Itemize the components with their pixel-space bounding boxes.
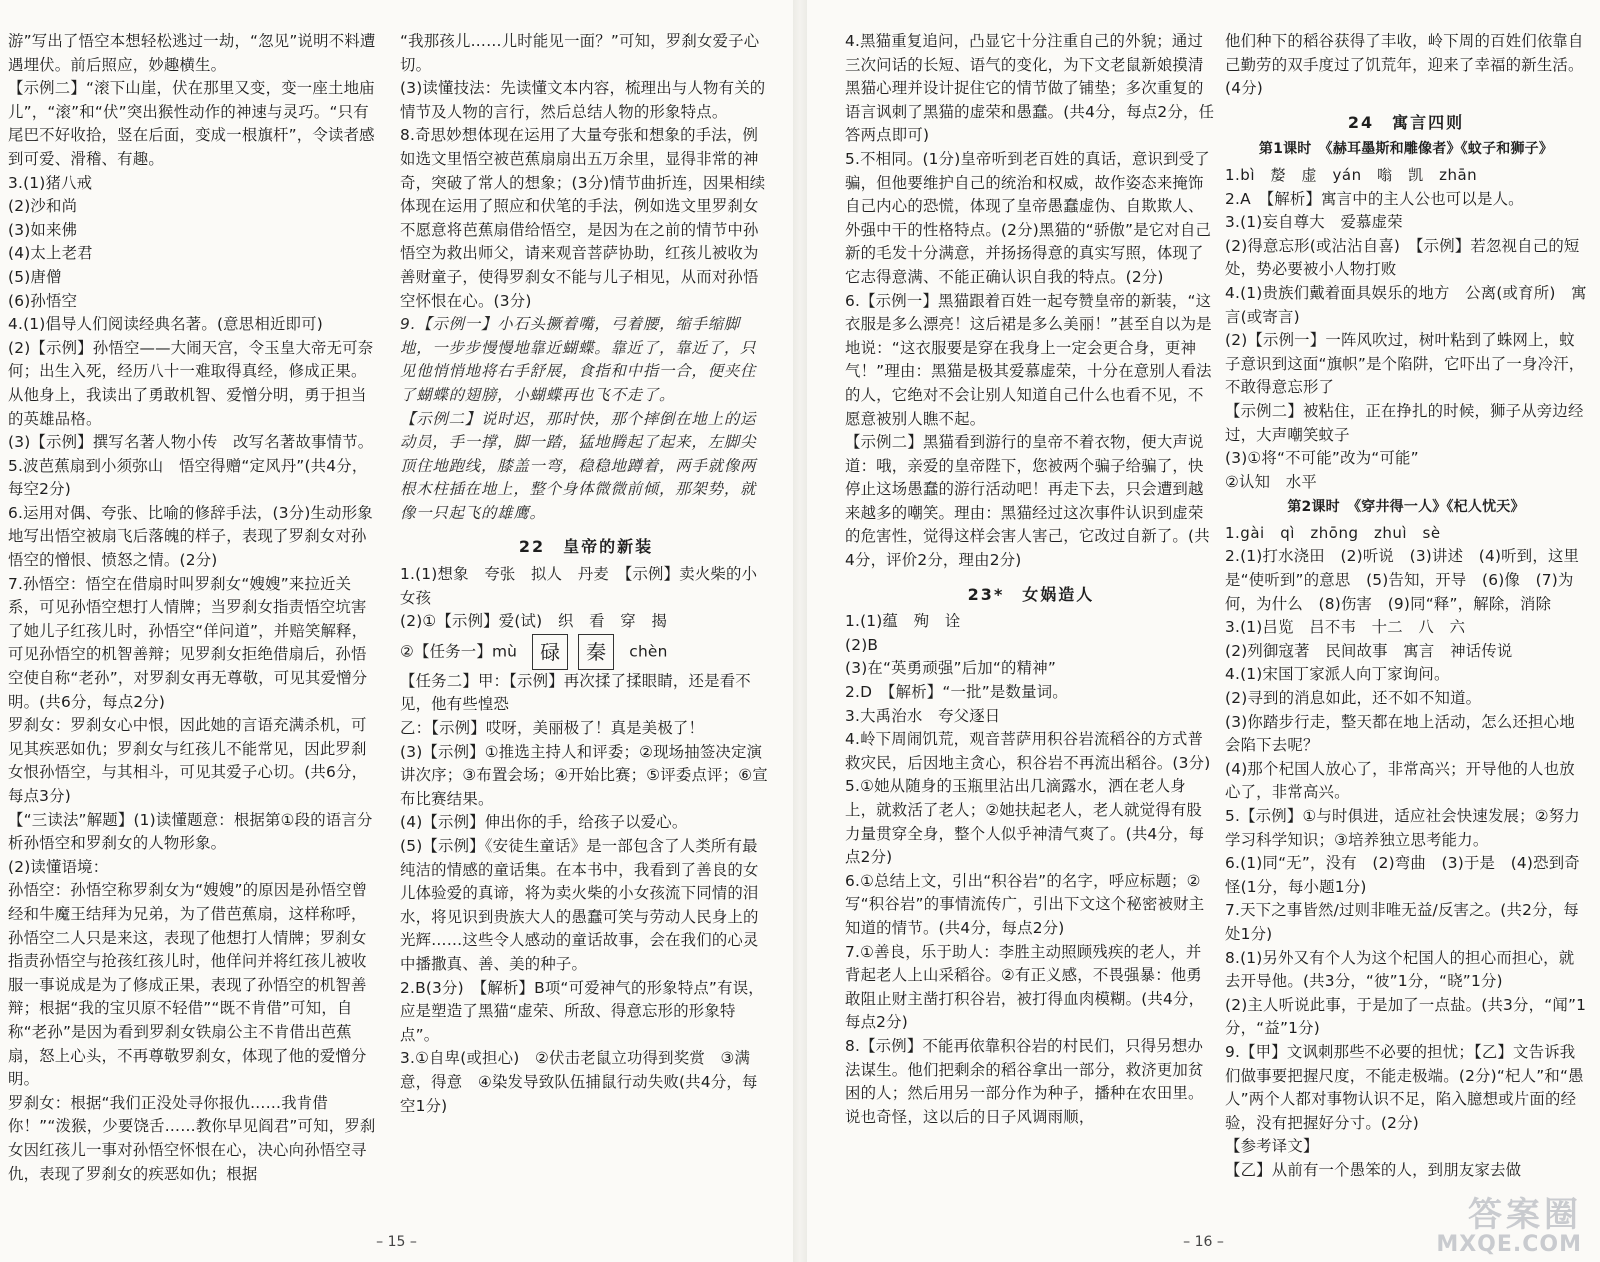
answer-line: 3.①自卑(或担心) ②伏击老鼠立功得到奖赏 ③满意，得意 ④染发导致队伍捕鼠行动失败(共4分，每空1分)	[400, 1049, 758, 1115]
section-title-23: 23* 女娲造人	[967, 584, 1095, 604]
answer-line: (5)【示例】《安徒生童话》是一部包含了人类所有最纯洁的情感的童话集。在本书中，我看到了善良的女儿体验爱的真谛，将为卖火柴的小女孩流下同情的泪水，将见识到贵族大人的愚蠢可笑与劳动人民身上的光辉……这些令人感动的童话故事，会在我们的心灵中播撒真、善、美的种子。	[400, 837, 759, 973]
left-column-1	[8, 30, 380, 1220]
answer-line: (6)孙悟空	[8, 291, 78, 310]
handwritten-answers	[400, 313, 772, 525]
watermark-url: MXQE.COM	[1436, 1232, 1582, 1257]
answer-line: (2)列御寇著 民间故事 寓言 神话传说	[1225, 641, 1513, 660]
answer-line: 他们种下的稻谷获得了丰收，岭下周的百姓们依靠自己勤劳的双手度过了饥荒年，迎来了幸福的新生活。(4分)	[1225, 32, 1584, 98]
answer-line: 3.(1)吕览 吕不韦 十二 八 六	[1225, 618, 1466, 637]
character-box: 碌	[532, 634, 568, 670]
answer-line: 4.(1)贵族们戴着面具娱乐的地方 公离(或育所) 寓言(或寄言)	[1225, 283, 1587, 326]
answer-line: (2)B	[845, 635, 879, 654]
answer-line: 【示例二】黑猫看到游行的皇帝不着衣物，便大声说道：哦，亲爱的皇帝陛下，您被两个骗子给骗了，快停止这场愚蠢的游行活动吧！再走下去，只会遭到越来越多的嘲笑。理由：黑猫经过这次事件认识到虚荣的危害性，觉得这样会害人害己，它改过自新了。(共4分，评价2分，理由2分)	[845, 433, 1210, 570]
answer-list	[400, 670, 772, 1118]
answer-list	[1225, 545, 1587, 1182]
left-column-2	[400, 30, 772, 1220]
answer-line: 3.(1)妄自尊大 爱慕虚荣	[1225, 213, 1403, 232]
answer-line: (2)①【示例】爱(试) 织 看 穿 揭	[400, 612, 668, 631]
answer-line: 2.B(3分) 【解析】B项“可爱神气的形象特点”有误，应是塑造了黑猫“虚荣、所敌、得意忘形的形象特点”。	[400, 978, 764, 1044]
answer-line: (2)寻到的消息如此，还不如不知道。	[1225, 689, 1482, 708]
page-number: – 16 –	[1183, 1234, 1224, 1250]
answer-line: (4)太上老君	[8, 244, 93, 263]
answer-line: 6.(1)同“无”，没有 (2)弯曲 (3)于是 (4)恐到奇怪(1分，每小题1分)	[1225, 854, 1580, 896]
right-column-2	[1225, 30, 1587, 1220]
answer-list	[8, 30, 380, 1186]
answer-line: 3.大禹治水 夸父逐日	[845, 706, 1001, 725]
answer-line: (3)如来佛	[8, 220, 78, 239]
right-column-1	[845, 30, 1217, 1220]
answer-line: 1.(1)蕴 殉 诠	[845, 612, 961, 631]
answer-line: (3)【示例】撰写名著人物小传 改写名著故事情节。	[8, 433, 374, 452]
answer-line: 9.【示例一】小石头撅着嘴，弓着腰，缩手缩脚地，一步步慢慢地靠近蝴蝶。靠近了，靠近了，只见他悄悄地将右手舒展，食指和中指一合，便夹住了蝴蝶的翅膀，小蝴蝶再也飞不走了。	[400, 315, 757, 404]
answer-line: (3)【示例】①推选主持人和评委；②现场抽签决定演讲次序；③布置会场；④开始比赛；⑤评委点评；⑥宣布比赛结果。	[400, 742, 768, 808]
section-title-22: 22 皇帝的新装	[518, 537, 654, 557]
answer-line: (2)主人听说此事，于是加了一点盐。(共3分，“闻”1分，“益”1分)	[1225, 995, 1587, 1038]
answer-list	[1225, 188, 1587, 495]
answer-line: 4.黑猫重复追问，凸显它十分注重自己的外貌；通过三次问话的长短、语气的变化，为下文老鼠新娘摸清黑猫心理并设计捉住它的情节做了铺垫；多次重复的语言讽刺了黑猫的虚荣和愚蠢。(共4分，每点2分，任答两点即可)	[845, 32, 1215, 145]
answer-line: 【“三读法”解题】(1)读懂题意：根据第①段的语言分析孙悟空和罗刹女的人物形象。	[8, 810, 373, 853]
answer-line: 【示例二】“滚下山崖，伏在那里又变，变一座土地庙儿”，“滚”和“伏”突出猴性动作的神速与灵巧。“只有尾巴不好收拾，竖在后面，变成一根旗杆”，令读者感到可爱、滑稽、有趣。	[8, 79, 375, 168]
section-title-24: 24 寓言四则	[1347, 112, 1465, 132]
answer-line: 5.【示例】①与时俱进，适应社会快速发展；②努力学习科学知识；③培养独立思考能力。	[1225, 807, 1580, 849]
answer-line: 6.①总结上文，引出“积谷岩”的名字，呼应标题；②写“积谷岩”的事情流传广，引出下文这个秘密被财主知道的情节。(共4分，每点2分)	[845, 871, 1205, 937]
answer-line: 罗刹女：根据“我们正没处寻你报仇……我肯借你！”“泼猴，少要饶舌……教你早见阎君”可知，罗刹女因红孩儿一事对孙悟空怀恨在心，决心向孙悟空寻仇，表现了罗刹女的疾恶如仇；根据	[8, 1093, 376, 1183]
answer-line: 2.A 【解析】寓言中的主人公也可以是人。	[1225, 189, 1524, 208]
answer-line: 7.①善良，乐于助人：李胜主动照顾残疾的老人，并背起老人上山采稻谷。②有正义感，不畏强暴：他勇敢阻止财主凿打积谷岩，被打得血肉模糊。(共4分，每点2分)	[845, 942, 1205, 1032]
answer-line: 4.(1)宋国丁家派人向丁家询问。	[1225, 665, 1450, 684]
answer-line: (4)【示例】伸出你的手，给孩子以爱心。	[400, 813, 688, 832]
watermark-logo	[1412, 1196, 1582, 1256]
task1-suffix: chèn	[629, 642, 668, 661]
answer-line: (3)在“英勇顽强”后加“的精神”	[845, 659, 1057, 678]
pinyin-answer: 1.bì 嫠 虚 yán 嗡 凯 zhān	[1225, 165, 1478, 184]
answer-line: 6.运用对偶、夸张、比喻的修辞手法，(3分)生动形象地写出悟空被扇飞后落魄的样子，表现了罗刹女对孙悟空的憎恨、愤怒之情。(2分)	[8, 503, 373, 570]
character-boxes	[532, 634, 614, 670]
answer-line: 【示例二】说时迟，那时快，那个摔倒在地上的运动员，手一撑，脚一踏，猛地腾起了起来，左脚尖顶住地跑线，膝盖一弯，稳稳地蹲着，两手就像两根木柱插在地上，整个身体微微前倾，那架势，就像一只起飞的雄鹰。	[400, 409, 757, 522]
answer-line: 1.(1)想象 夸张 拟人 丹麦 【示例】卖火柴的小女孩	[400, 565, 758, 607]
pinyin-answer: 1.gài qì zhōng zhuì sè	[1225, 523, 1441, 542]
lesson-heading-2: 第2课时 《穿井得一人》《杞人忧天》	[1287, 499, 1525, 516]
answer-line: 2.D 【解析】“一批”是数量词。	[845, 683, 1068, 702]
answer-line: 6.【示例一】黑猫跟着百姓一起夸赞皇帝的新装，“这衣服是多么漂亮！这后裙是多么美丽！”甚至自以为是地说：“这衣服要是穿在我身上一定会更合身，更神气！”理由：黑猫是极其爱慕虚荣，十分在意别人看法的人，它绝对不会让别人知道自己什么也看不见，不愿意被别人瞧不起。	[845, 291, 1212, 428]
answer-list	[845, 30, 1217, 573]
answer-line: 游”写出了悟空本想轻松逃过一劫，“忽见”说明不料遭遇埋伏。前后照应，妙趣横生。	[8, 32, 376, 74]
answer-line: (2)沙和尚	[8, 197, 78, 216]
answer-line: 8.(1)另外又有个人为这个杞国人的担心而担心，就去开导他。(共3分，“彼”1分，“晓”1分)	[1225, 948, 1575, 991]
answer-line: ②认知 水平	[1225, 472, 1317, 491]
book-gutter	[793, 0, 807, 1262]
answer-line: 【任务二】甲：【示例】再次揉了揉眼睛，还是看不见，他有些惶恐	[400, 671, 751, 714]
left-page	[0, 0, 793, 1262]
answer-line: (2)【示例】孙悟空——大闹天宫，令玉皇大帝无可奈何；出生入死，经历八十一难取得真经，修成正果。从他身上，我读出了勇敢机智、爱憎分明，勇于担当的英雄品格。	[8, 338, 374, 428]
page-number: – 15 –	[376, 1234, 417, 1250]
answer-line: 【示例二】被粘住，正在挣扎的时候，狮子从旁边经过，大声嘲笑蚊子	[1225, 401, 1584, 444]
answer-line: (3)读懂技法：先读懂文本内容，梳理出与人物有关的情节及人物的言行，然后总结人物的形象特点。	[400, 79, 766, 121]
answer-list	[845, 610, 1217, 1129]
answer-line: 2.(1)打水浇田 (2)听说 (3)讲述 (4)听到，这里是“使听到”的意思 (5)告知，开导 (6)像 (7)为何，为什么 (8)伤害 (9)同“释”，解除，消除	[1225, 547, 1580, 613]
character-box: 秦	[578, 634, 614, 670]
answer-line: 乙：【示例】哎呀，美丽极了！真是美极了！	[400, 719, 705, 738]
answer-line: (2)读懂语境：	[8, 857, 109, 876]
answer-list	[400, 563, 772, 634]
watermark-text: 答案圈	[1468, 1195, 1582, 1235]
answer-line: 5.①她从随身的玉瓶里沾出几滴露水，洒在老人身上，就救活了老人；②她扶起老人，老人就觉得有股力量贯穿全身，整个人似乎神清气爽了。(共4分，每点2分)	[845, 777, 1205, 867]
answer-line: 5.不相同。(1分)皇帝听到老百姓的真话，意识到受了骗，但他要维护自己的统治和权威，故作姿态来掩饰自己内心的恐慌，体现了皇帝愚蠢虚伪、自欺欺人、外强中干的性格特点。(2分)黑猫的“骄傲”是它对自己新的毛发十分满意，并扬扬得意的真实写照，体现了它志得意满、不能正确认识自我的特点。(2分)	[845, 149, 1212, 286]
right-page	[807, 0, 1600, 1262]
answer-line: 7.孙悟空：悟空在借扇时叫罗刹女“嫂嫂”来拉近关系，可见孙悟空想打人情牌；当罗刹女指责悟空坑害了她儿子红孩儿时，孙悟空“佯问道”，并赔笑解释，可见孙悟空的机智善辩；见罗刹女拒绝借扇后，孙悟空使自称“老孙”，对罗刹女再无尊敬，可见其爱憎分明。(共6分，每点2分)	[8, 574, 368, 711]
answer-line: (3)你踏步行走，整天都在地上活动，怎么还担心地会陷下去呢？	[1225, 712, 1575, 755]
answer-line: 7.天下之事皆然/过则非唯无益/反害之。(共2分，每处1分)	[1225, 901, 1579, 943]
answer-list	[400, 30, 772, 313]
answer-line: (3)①将“不可能”改为“可能”	[1225, 449, 1419, 468]
answer-line: 9.【甲】文讽刺那些不必要的担忧；【乙】文告诉我们做事要把握尺度，不能走极端。(2分)“杞人”和“愚人”两个人都对事物认识不足，陷入臆想或片面的经验，没有把握好分寸。(2分)	[1225, 1042, 1584, 1132]
answer-line: 3.(1)猪八戒	[8, 173, 93, 192]
answer-line: 4.岭下周闹饥荒，观音菩萨用积谷岩流稻谷的方式普救灾民，后因地主贪心，积谷岩不再流出稻谷。(3分)	[845, 730, 1211, 772]
answer-line: (2)得意忘形(或沾沾自喜) 【示例】若忽视自己的短处，势必要被小人物打败	[1225, 236, 1580, 279]
answer-line: 孙悟空：孙悟空称罗刹女为“嫂嫂”的原因是孙悟空曾经和牛魔王结拜为兄弟，为了借芭蕉扇，这样称呼，孙悟空二人只是来这，表现了他想打人情牌；罗刹女指责孙悟空与抢孩红孩儿时，他佯问并将红孩儿被收服一事说成是为了修成正果，表现了孙悟空的机智善辩；根据“我的宝贝原不轻借”“既不肯借”可知，自称“老孙”是因为看到罗刹女铁扇公主不肯借出芭蕉扇，怒上心头，不再尊敬罗刹女，体现了他的爱憎分明。	[8, 881, 368, 1089]
lesson-heading-1: 第1课时 《赫耳墨斯和雕像者》《蚊子和狮子》	[1258, 141, 1554, 158]
answer-line: (2)【示例一】一阵风吹过，树叶粘到了蛛网上，蚊子意识到这面“旗帜”是个陷阱，它吓出了一身冷汗，不敢得意忘形了	[1225, 331, 1585, 397]
answer-line: (4)那个杞国人放心了，非常高兴；开导他的人也放心了，非常高兴。	[1225, 759, 1575, 802]
task1-line	[400, 634, 772, 670]
answer-line: 8.奇思妙想体现在运用了大量夸张和想象的手法，例如选文里悟空被芭蕉扇扇出五万余里，显得非常的神奇，突破了常人的想象；(3分)情节曲折连，因果相续体现在运用了照应和伏笔的手法，例如选文里罗刹女不愿意将芭蕉扇借给悟空，是因为在之前的情节中孙悟空为救出师父，请来观音菩萨协助，红孩儿被收为善财童子，使得罗刹女不能与儿子相见，从而对孙悟空怀恨在心。(3分)	[400, 126, 766, 310]
answer-line: 5.波芭蕉扇到小须弥山 悟空得赠“定风丹”(共4分，每空2分)	[8, 456, 368, 499]
answer-line: 4.(1)倡导人们阅读经典名著。(意思相近即可)	[8, 315, 323, 334]
answer-line: 【乙】从前有一个愚笨的人，到朋友家去做	[1225, 1160, 1522, 1179]
answer-line: “我那孩儿……儿时能见一面？”可知，罗刹女爱子心切。	[400, 32, 760, 74]
task1-prefix: ②【任务一】mù	[400, 642, 518, 661]
answer-line: (5)唐僧	[8, 267, 62, 286]
answer-line: 罗刹女：罗刹女心中恨，因此她的言语充满杀机，可见其疾恶如仇；罗刹女与红孩儿不能常见，因此罗刹女恨孙悟空，与其相斗，可见其爱子心切。(共6分，每点3分)	[8, 716, 368, 805]
answer-list	[1225, 30, 1587, 101]
answer-line: 【参考译文】	[1225, 1137, 1319, 1156]
answer-line: 8.【示例】不能再依靠积谷岩的村民们，只得另想办法谋生。他们把剩余的稻谷拿出一部分，救济更加贫困的人；然后用另一部分作为种子，播种在农田里。说也奇怪，这以后的日子风调雨顺，	[845, 1036, 1204, 1126]
